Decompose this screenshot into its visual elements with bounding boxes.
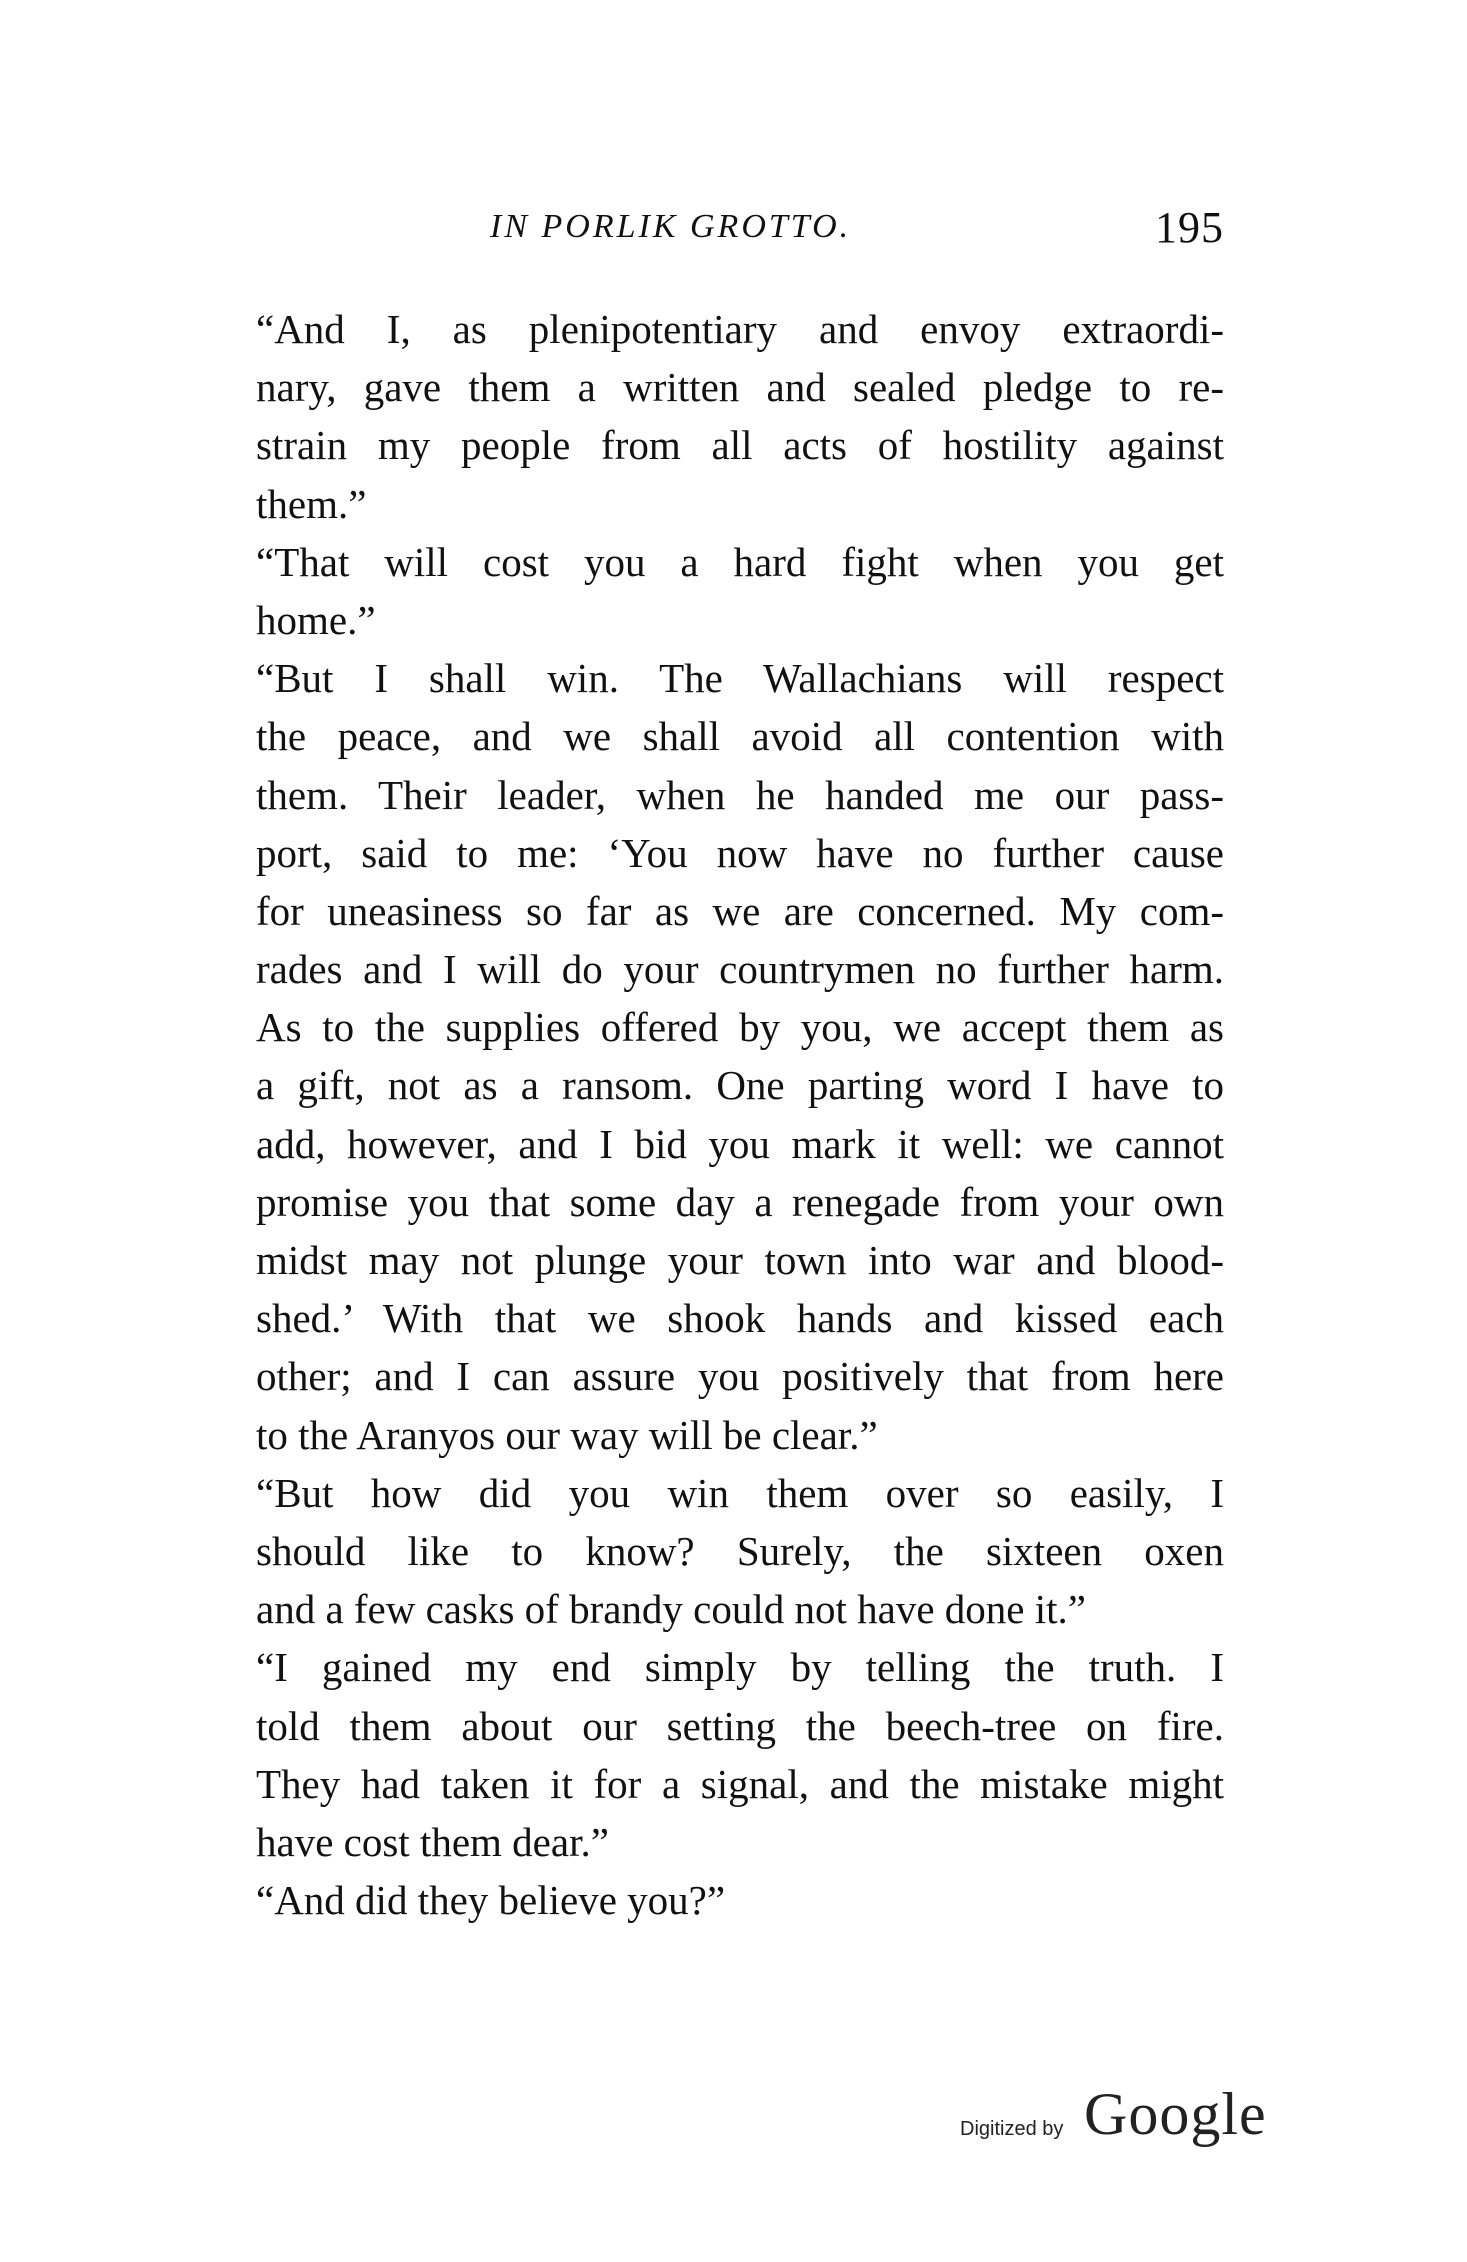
body-text	[228, 300, 1224, 1929]
paragraph	[228, 1638, 1224, 1871]
text-line: for uneasiness so far as we are concerned. My com-	[256, 887, 1224, 934]
text-line: “But I shall win. The Wallachians will respect	[256, 655, 1224, 702]
text-line: As to the supplies offered by you, we accept them as	[256, 1004, 1224, 1051]
running-head	[228, 203, 1224, 268]
text-line: and a few casks of brandy could not have done it.”	[256, 1586, 1086, 1633]
text-line: the peace, and we shall avoid all contention with	[256, 713, 1224, 760]
page-number: 195	[1155, 203, 1224, 252]
paragraph	[228, 300, 1224, 533]
text-line: other; and I can assure you positively that from here	[256, 1353, 1224, 1400]
text-line: “And did they believe you?”	[256, 1877, 726, 1924]
text-line: home.”	[256, 596, 376, 643]
text-line: port, said to me: ‘You now have no further cause	[256, 829, 1224, 876]
text-line: “But how did you win them over so easily, I	[256, 1469, 1224, 1516]
watermark-prefix: Digitized by	[960, 2118, 1064, 2140]
text-line: to the Aranyos our way will be clear.”	[256, 1411, 878, 1458]
text-line: told them about our setting the beech-tree on fire.	[256, 1702, 1224, 1749]
text-line: They had taken it for a signal, and the mistake might	[256, 1760, 1224, 1807]
running-title: IN PORLIK GROTTO.	[490, 208, 852, 245]
text-line: shed.’ With that we shook hands and kissed each	[256, 1295, 1224, 1342]
text-line: them. Their leader, when he handed me our pass-	[256, 771, 1224, 818]
paragraph	[228, 533, 1224, 649]
text-line: them.”	[256, 480, 367, 527]
text-line: have cost them dear.”	[256, 1818, 609, 1865]
paragraph	[228, 1464, 1224, 1639]
text-line: nary, gave them a written and sealed pledge to re-	[256, 364, 1224, 411]
text-line: add, however, and I bid you mark it well: we cannot	[256, 1120, 1224, 1167]
digitized-by-google-watermark	[960, 2080, 1267, 2160]
google-logo: Google	[1084, 2081, 1267, 2147]
text-line: promise you that some day a renegade from your own	[256, 1178, 1224, 1225]
text-line: rades and I will do your countrymen no further harm.	[256, 946, 1224, 993]
text-line: strain my people from all acts of hostility against	[256, 422, 1224, 469]
text-line: “I gained my end simply by telling the truth. I	[256, 1644, 1224, 1691]
text-line: midst may not plunge your town into war and blood-	[256, 1237, 1224, 1283]
text-line: a gift, not as a ransom. One parting word I have to	[256, 1062, 1224, 1109]
text-line: should like to know? Surely, the sixteen oxen	[256, 1527, 1224, 1574]
paragraph	[228, 649, 1224, 1464]
paragraph	[228, 1871, 1224, 1929]
text-line: “And I, as plenipotentiary and envoy extraordi-	[256, 306, 1224, 352]
text-line: “That will cost you a hard fight when you get	[256, 538, 1224, 585]
